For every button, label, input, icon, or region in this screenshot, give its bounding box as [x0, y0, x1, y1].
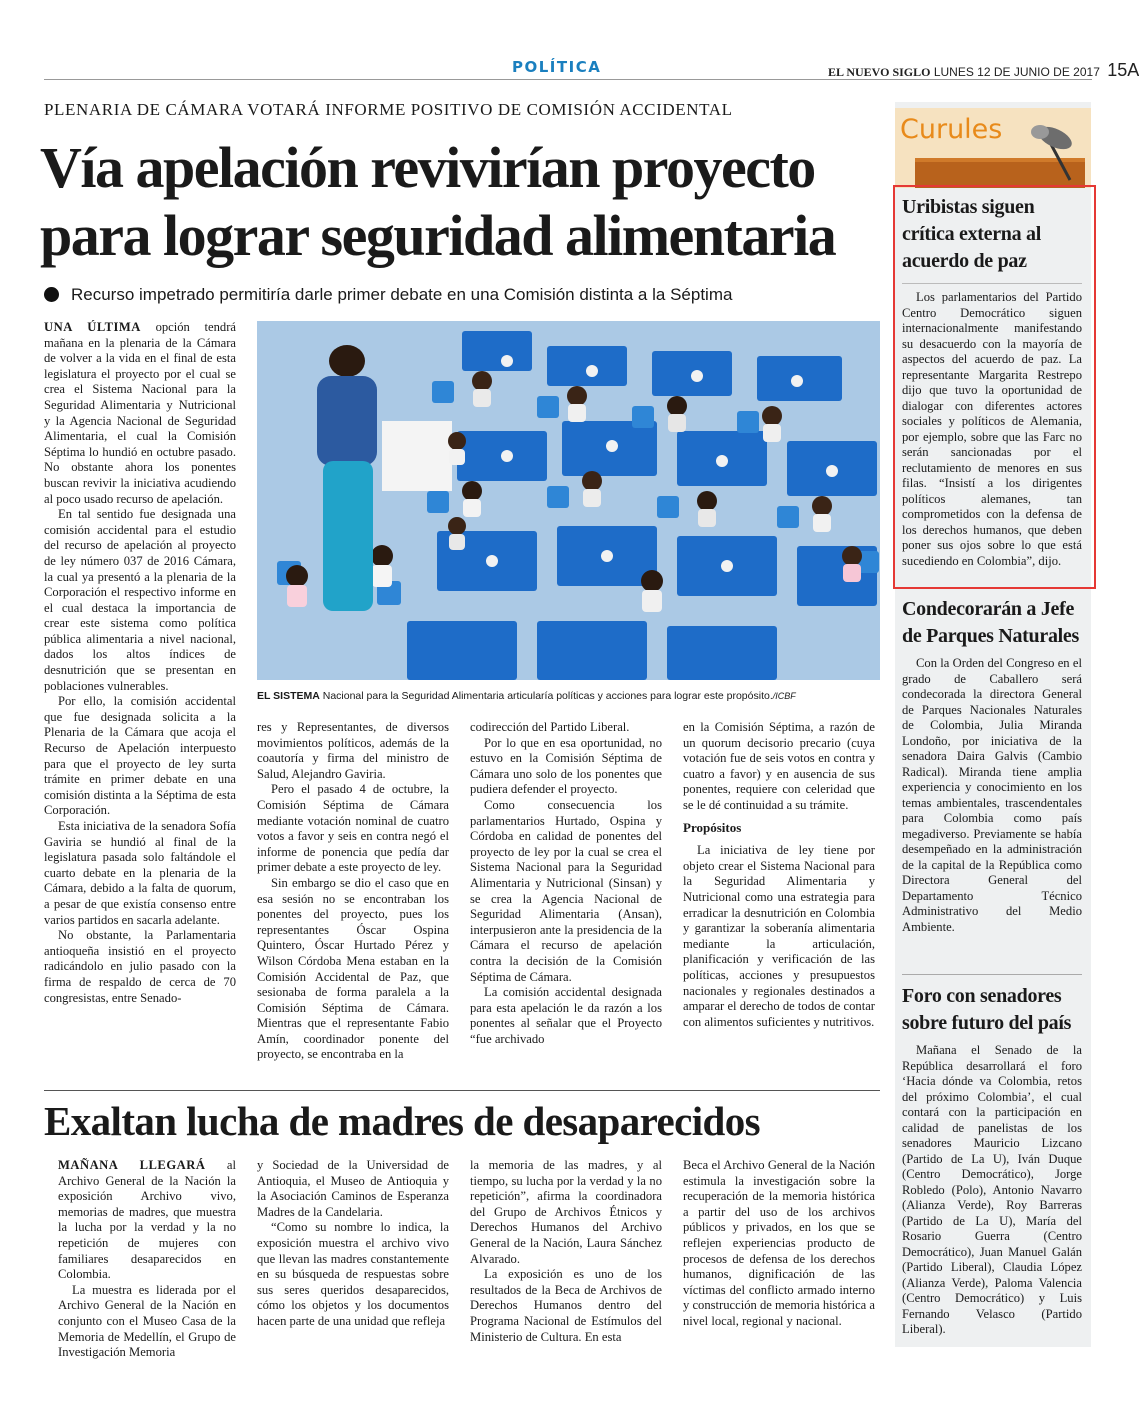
lead-in: UNA ÚLTIMA — [44, 320, 141, 334]
sidebar-headline: Foro con senadores sobre futuro del país — [902, 985, 1072, 1034]
paragraph: Por ello, la comisión accidental que fue designada solicita a la Plenaria de la Cámara que acoja el Recurso de Apelación interpuesto para que el proyecto de ley surta trámite en primer debate en una comisión distinta a la Séptima de esta Corporación. — [44, 694, 236, 818]
headline-line-2: para lograr seguridad alimentaria — [40, 203, 836, 268]
photo-credit: /ICBF — [772, 691, 796, 701]
article-column-4 — [683, 720, 875, 1030]
section-label: POLÍTICA — [512, 58, 602, 76]
page-number: 15A — [1107, 60, 1139, 80]
masthead — [828, 60, 1139, 81]
paragraph: la memoria de las madres, y al tiempo, su lucha por la verdad y la no repetición”, afirma la coordinadora del Grupo de Archivos Étnicos y Derechos Humanos del Archivo General de la Nación, Laura Sánchez Alvarado. — [470, 1158, 662, 1266]
sidebar-item — [902, 596, 1082, 935]
photo-caption — [257, 690, 897, 702]
paragraph: En tal sentido fue designada una comisión accidental para el estudio del recurso de apelación al proyecto de ley número 037 de 2016 Cámara, la cual ya presentó a la plenaria de la Corporación el respectivo informe en el cual destaca la importancia de crear este sistema como política pública alimentaria a nivel nacional, dados los altos índices de desnutrición que se presentan en poblaciones vulnerables. — [44, 507, 236, 693]
caption-text: Nacional para la Seguridad Alimentaria articularía políticas y acciones para lograr este propósito. — [319, 690, 773, 702]
paragraph: Por lo que en esa oportunidad, no estuvo en la Comisión Séptima de Cámara uno solo de los ponentes que pudiera defender el proyecto. — [470, 735, 662, 797]
paragraph: “Como su nombre lo indica, la exposición muestra el archivo vivo que llevan las madres constantemente en su búsqueda de respuestas sobre sus seres queridos desaparecidos, cómo los objetos y los documentos hacen parte de una unidad que refleja — [257, 1220, 449, 1328]
header-rule — [44, 79, 1092, 80]
article2-column-4 — [683, 1158, 875, 1330]
paragraph: y Sociedad de la Universidad de Antioquia, el Museo de Antioquia y la Asociación Caminos de Esperanza Madres de la Candelaria. — [257, 1158, 449, 1219]
paragraph: No obstante, la Parlamentaria antioqueña insistió en el proyecto radicándolo en julio pasado con la firma de respaldo de cerca de 70 congresistas, entre Senado- — [44, 928, 236, 1005]
paragraph: Sin embargo se dio el caso que en esa sesión no se encontraban los ponentes del proyecto, pues los representantes Óscar Ospina Quintero, Óscar Hurtado Pérez y Wilson Córdoba Mena estaban en la Comisión Accidental de Paz, que sesionaba de forma paralela a la Comisión Séptima de Cámara. Mientras que el representante Fabio Amín, coordinador ponente del proyecto, se encontraba en la — [257, 875, 449, 1062]
headline-line-1: Vía apelación revivirían proyecto — [40, 135, 815, 200]
article2-headline: Exaltan lucha de madres de desaparecidos — [44, 1098, 760, 1144]
bullet-icon — [44, 287, 59, 302]
lead-in: MAÑANA LLEGARÁ — [58, 1158, 206, 1172]
paragraph: Esta iniciativa de la senadora Sofía Gaviria se hundió al final de la legislatura pasada solo faltándole el cuarto debate en la plenaria de la Cámara, debido a la falta de quorum, a pesar de que existía consenso entre varios partidos en sacarla adelante. — [44, 819, 236, 927]
sidebar-item — [902, 983, 1082, 1338]
paragraph: en la Comisión Séptima, a razón de un quorum decisorio precario (cuya votación fue de seis votos en contra y cuatro a favor) y en ausencia de sus ponentes, requiere con celeridad que se le dé continuidad a su trámite. — [683, 720, 875, 812]
caption-label: EL SISTEMA — [257, 690, 320, 702]
paragraph: codirección del Partido Liberal. — [470, 720, 630, 734]
section-subheading: Propósitos — [683, 819, 742, 835]
paragraph: La comisión accidental designada para esta apelación le da razón a los ponentes al señalar que el Proyecto “fue archivado — [470, 985, 662, 1046]
article2-column-2 — [257, 1158, 449, 1330]
sidebar-body: Los parlamentarios del Partido Centro Democrático siguen internacionalmente manifestando su desacuerdo con la mayoría de aspectos del acuerdo de paz. La representante Margarita Restrepo dijo que tuvo la oportunidad de dialogar con diferentes actores sociales y políticos de Alemania, por ejemplo, sobre que las Farc no serán sancionadas por el reclutamiento de menores en sus filas. “Insistí a los dirigentes políticos alemanes, tan comprometidos con la defensa de los derechos humanos, que deben poner sus ojos sobre lo que está sucediendo en Colombia”, dijo. — [902, 290, 1082, 568]
sidebar-headline: Condecorarán a Jefe de Parques Naturales — [902, 598, 1079, 647]
sidebar-headline: Uribistas siguen crítica externa al acuerdo de paz — [902, 196, 1041, 272]
article-headline — [40, 134, 870, 270]
article-column-3 — [470, 720, 662, 1047]
article2-column-1 — [58, 1158, 236, 1361]
paragraph: La muestra es liderada por el Archivo General de la Nación en conjunto con el Museo Casa de la Memoria de Medellín, el Grupo de Investigación Memoria — [58, 1282, 236, 1360]
article2-column-3 — [470, 1158, 662, 1345]
article-subhead — [44, 285, 732, 305]
issue-date: LUNES 12 DE JUNIO DE 2017 — [933, 65, 1100, 79]
paragraph: UNA ÚLTIMA opción tendrá mañana en la plenaria de la Cámara de volver a la vida en el final de esta legislatura el proyecto por el cual se crea el Sistema Nacional para la Seguridad Alimentaria y Nutricional y la Agencia Nacional de Seguridad Alimentaria, el cual la Comisión Séptima lo hundió en octubre pasado. No obstante ahora los ponentes buscan revivir la iniciativa acudiendo al poco usado recurso de apelación. — [44, 320, 236, 506]
subhead-text: Recurso impetrado permitiría darle primer debate en una Comisión distinta a la Séptima — [71, 285, 733, 304]
article-divider — [44, 1090, 880, 1091]
newspaper-name: EL NUEVO SIGLO — [828, 65, 931, 79]
curules-title: Curules — [900, 114, 1003, 145]
article-photo — [257, 321, 880, 680]
highlight-box — [893, 185, 1096, 589]
paragraph: MAÑANA LLEGARÁ al Archivo General de la Nación la exposición Archivo vivo, memorias de madres, que muestra la lucha por la verdad y la no repetición de mujeres con familiares desaparecidos en Colombia. — [58, 1158, 236, 1282]
article-column-1 — [44, 320, 236, 1006]
paragraph: Pero el pasado 4 de octubre, la Comisión Séptima de Cámara mediante votación nominal de cuatro votos a favor y seis en contra negó el informe de ponencia que pedía dar primer debate a este proyecto de ley. — [257, 782, 449, 875]
sidebar-divider — [902, 974, 1082, 975]
paragraph: Beca el Archivo General de la Nación estimula la investigación sobre la recuperación de la memoria histórica a partir del uso de los archivos públicos y privados, en los que se reflejen experiencias producto de procesos de defensa de los derechos humanos, dignificación de las víctimas del conflicto armado interno y construcción de memoria histórica a nivel local, regional y nacional. — [683, 1158, 875, 1328]
classroom-photo-illustration — [257, 321, 880, 680]
paragraph: La exposición es uno de los resultados de la Beca de Archivos de Derechos Humanos dentro del Programa Nacional de Estímulos del Ministerio de Cultura. En esta — [470, 1267, 662, 1344]
paragraph: Como consecuencia los parlamentarios Hurtado, Ospina y Córdoba en calidad de ponentes del proyecto de ley por la cual se crea el Sistema Nacional para la Seguridad Alimentaria y Nutricional (Sinsan) y se crea la Agencia Nacional de Seguridad Alimentaria (Ansan), interpusieron ante la presidencia de la Cámara el recurso de apelación contra la decisión de la Comisión Séptima de Cámara. — [470, 797, 662, 984]
paragraph: La iniciativa de ley tiene por objeto crear el Sistema Nacional para la Seguridad Alimentaria y Nutricional como una estrategia para erradicar la desnutrición en Colombia y garantizar la soberanía alimentaria mediante la articulación, planificación y verificación de las políticas, acciones y presupuestos nacionales y regionales destinados a amparar el derecho de todos de contar con alimentos suficientes y nutritivos. — [683, 843, 875, 1029]
article-kicker: PLENARIA DE CÁMARA VOTARÁ INFORME POSITIVO DE COMISIÓN ACCIDENTAL — [44, 100, 733, 119]
sidebar-body: Mañana el Senado de la República desarrollará el foro ‘Hacia dónde va Colombia, retos del próximo Colombia’, el cual contará con la participación en calidad de panelistas de los senadores Mauricio Lizcano (Partido de La U), Iván Duque (Centro Democrático), Jorge Robledo (Polo), Antonio Navarro (Alianza Verde), Roy Barreras (Partido de La U), María del Rosario Guerra (Centro Democrático), Juan Manuel Galán (Partido Liberal), Claudia López (Alianza Verde), Paloma Valencia (Centro Democrático) y Luis Fernando Velasco (Partido Liberal). — [902, 1043, 1082, 1336]
sidebar-body: Con la Orden del Congreso en el grado de Caballero será condecorada la directora General de Parques Nacionales Naturales de Colombia, Julia Miranda Londoño, por iniciativa de la senadora Daira Galvis (Cambio Radical). Miranda tiene amplia experiencia y conocimiento en los temas ambientales, trascendentales para Colombia como país megadiverso. Previamente se había desempeñado en la administración de la capital de la República como Directora General del Departamento Técnico Administrativo del Medio Ambiente. — [902, 656, 1082, 934]
article-column-2 — [257, 720, 449, 1063]
paragraph: res y Representantes, de diversos movimientos políticos, además de la coautoría y firma del ministro de Salud, Alejandro Gaviria. — [257, 720, 449, 781]
